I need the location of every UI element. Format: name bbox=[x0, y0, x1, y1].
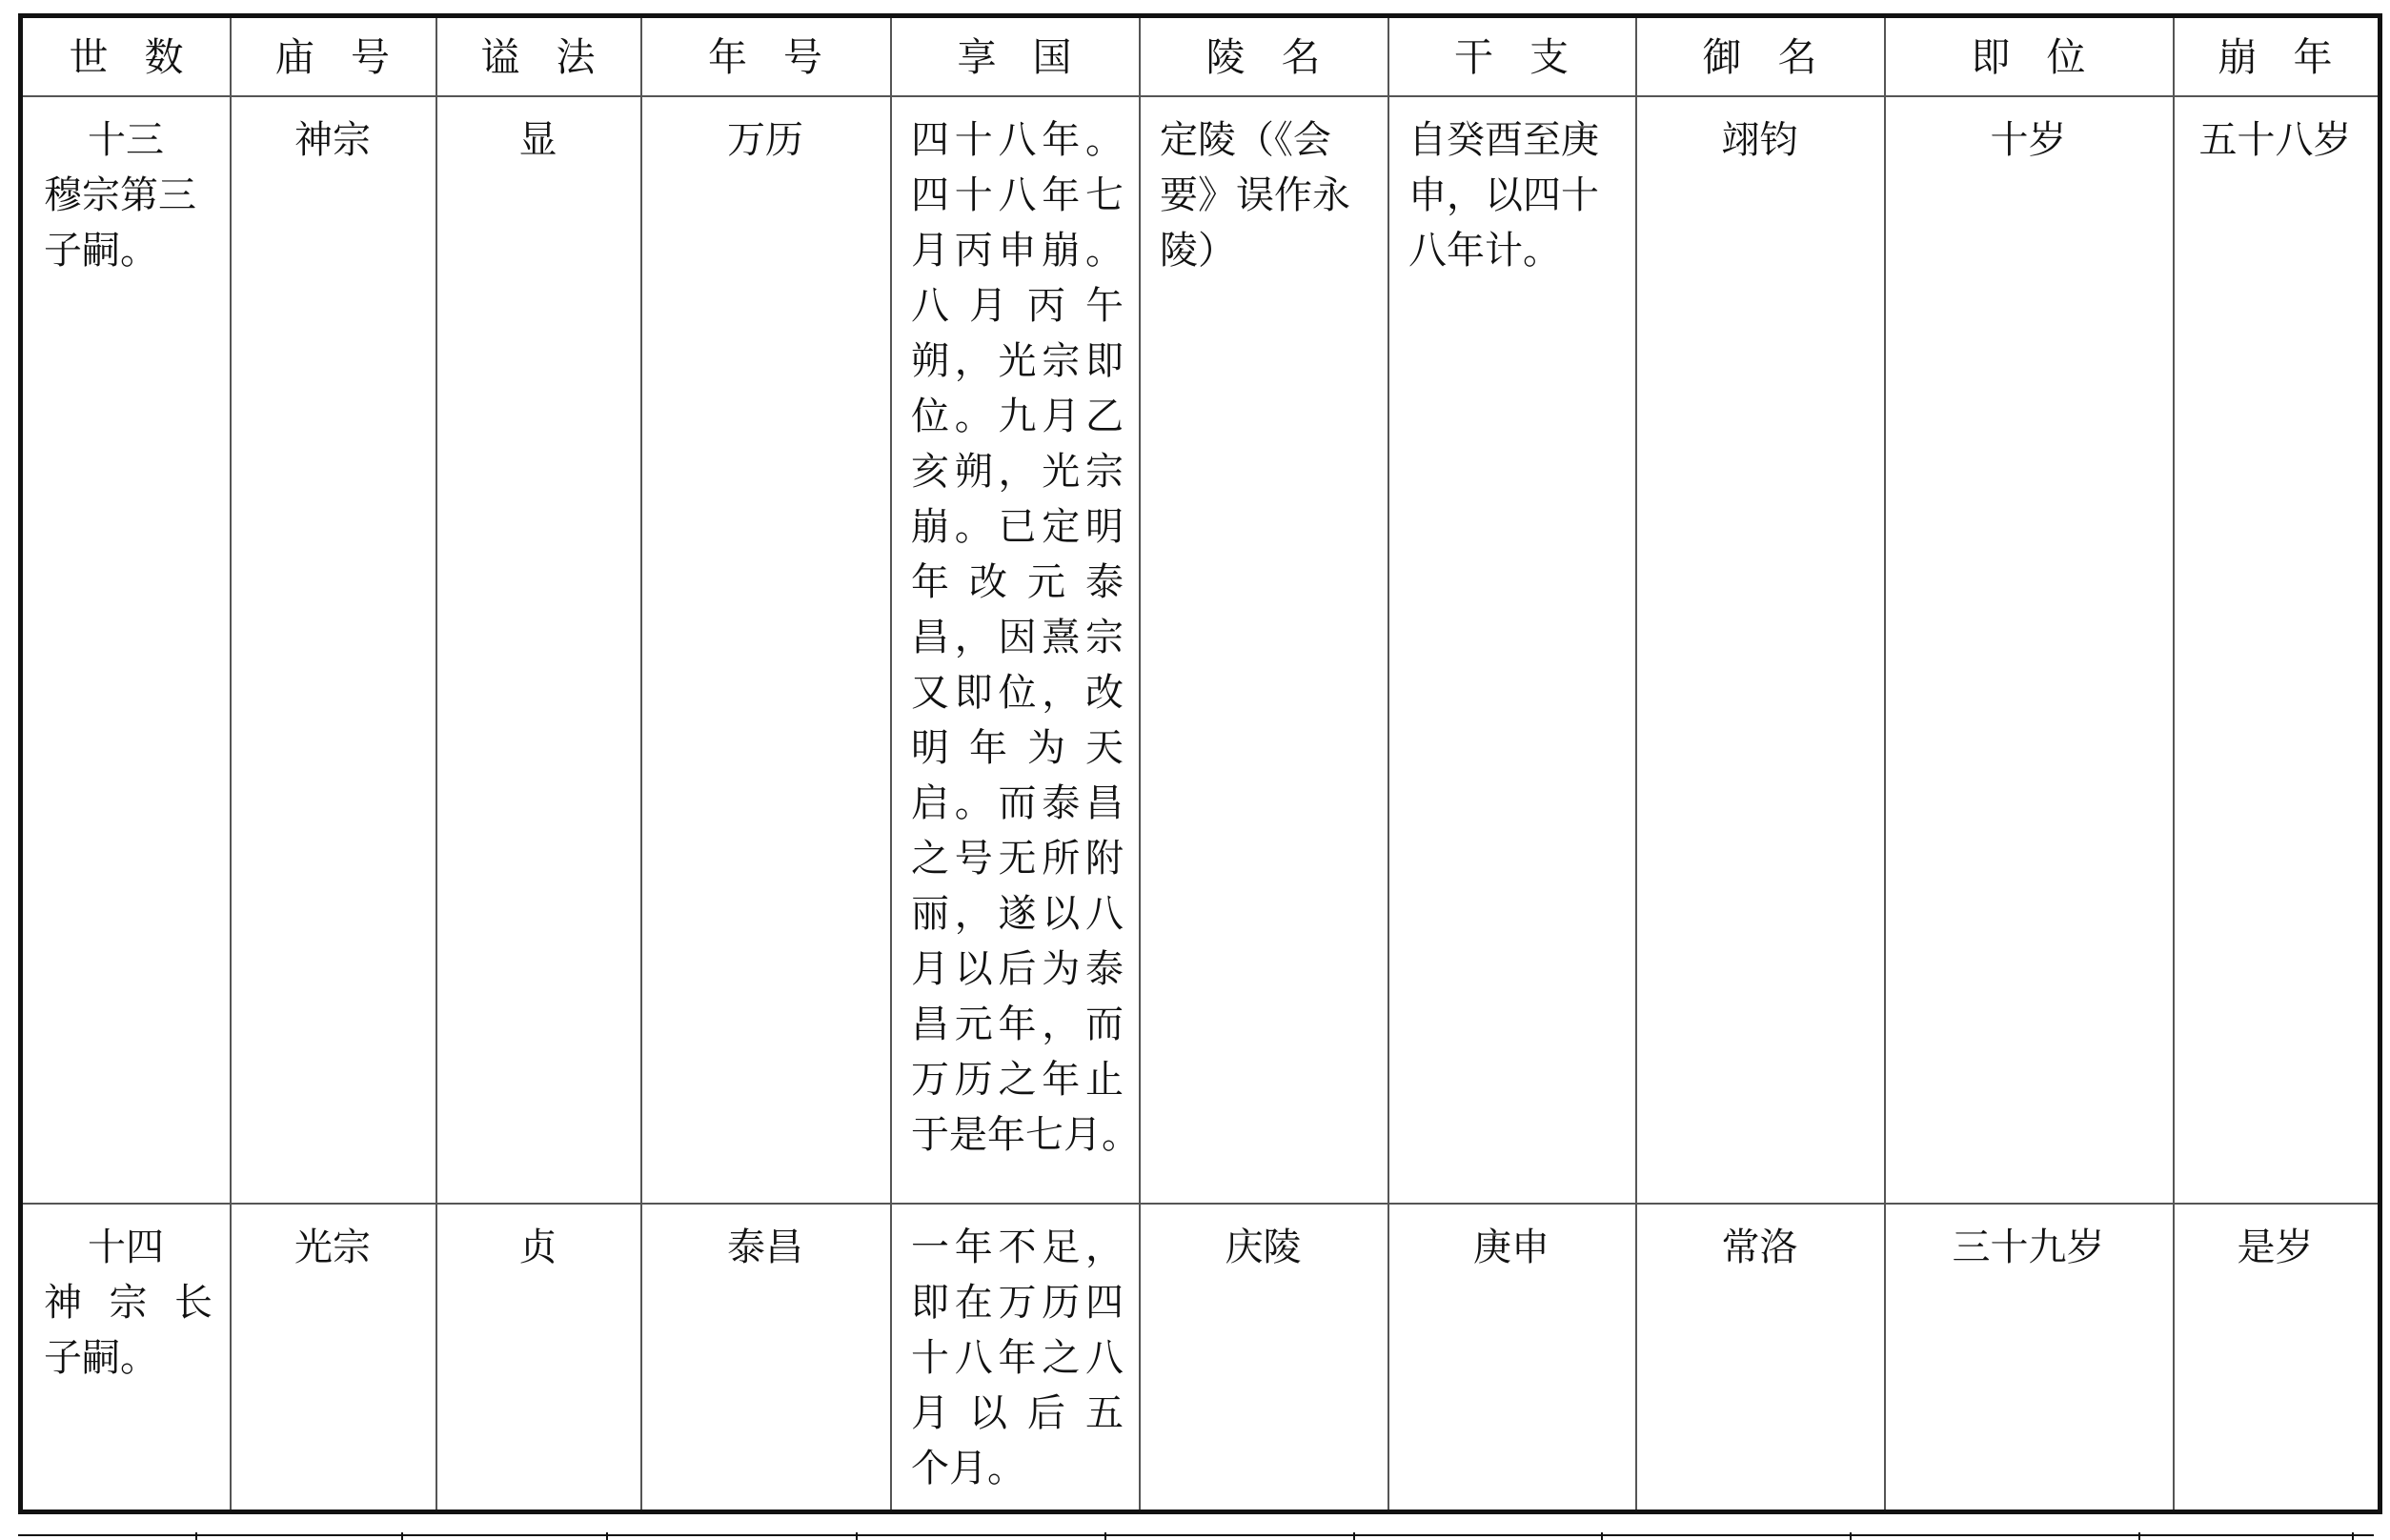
header-temple-name: 庙号 bbox=[275, 33, 426, 80]
table-row-2-era-name: 泰昌 bbox=[727, 1226, 803, 1269]
header-reign-length: 享国 bbox=[957, 33, 1108, 80]
reign-line: 即在万历四 bbox=[911, 1281, 1124, 1325]
reign-line: 崩。已定明 bbox=[911, 505, 1124, 549]
ganzhi-line: 庚申 bbox=[1473, 1226, 1549, 1269]
header-ganzhi: 干支 bbox=[1454, 33, 1605, 80]
header-posthumous-name: 谥法 bbox=[480, 33, 632, 80]
header-personal-name: 御名 bbox=[1702, 33, 1853, 80]
rule-tick bbox=[856, 1532, 858, 1540]
reign-line: 昌，因熹宗 bbox=[911, 616, 1124, 659]
header-generation: 世数 bbox=[69, 33, 220, 80]
table-row-1-reign bbox=[890, 95, 1139, 1203]
tomb-line: 定陵（《会 bbox=[1160, 118, 1331, 162]
table-row-2-death-age: 是岁 bbox=[2237, 1226, 2314, 1269]
table-row-1-personal-name: 翊钧 bbox=[1721, 118, 1798, 162]
header-tomb-name: 陵名 bbox=[1205, 33, 1357, 80]
reign-line: 月以后五 bbox=[911, 1391, 1124, 1435]
generation-line: 子嗣。 bbox=[44, 229, 158, 273]
rule-tick bbox=[195, 1532, 197, 1540]
table-row-1-posthumous-name: 显 bbox=[518, 118, 557, 162]
header-death-age: 崩年 bbox=[2218, 33, 2369, 80]
reign-line: 八月丙午 bbox=[911, 284, 1124, 328]
rule-tick bbox=[1104, 1532, 1106, 1540]
generation-line: 穆宗第三 bbox=[44, 173, 196, 217]
table-row-2-posthumous-name: 贞 bbox=[518, 1226, 557, 1269]
next-table-top-rule bbox=[0, 1532, 2390, 1540]
rule-tick bbox=[2352, 1532, 2354, 1540]
table-row-1-temple-name: 神宗 bbox=[294, 118, 371, 162]
reign-line: 亥朔，光宗 bbox=[911, 450, 1124, 494]
tomb-line: 要》误作永 bbox=[1160, 173, 1350, 217]
reign-line: 又即位，改 bbox=[911, 671, 1124, 715]
reign-line: 朔，光宗即 bbox=[911, 339, 1124, 383]
reign-line: 年改元泰 bbox=[911, 560, 1124, 604]
reign-line: 位。九月乙 bbox=[911, 395, 1124, 438]
table-row-2-accession-age: 三十九岁 bbox=[1952, 1226, 2105, 1269]
rule-tick bbox=[1353, 1532, 1355, 1540]
reign-line: 十八年之八 bbox=[911, 1336, 1124, 1380]
reign-line: 之号无所附 bbox=[911, 837, 1124, 881]
table-row-2-ganzhi bbox=[1387, 1203, 1635, 1510]
header-accession-age: 即位 bbox=[1971, 33, 2122, 80]
reign-line: 四十八年七 bbox=[911, 173, 1124, 217]
reign-line: 启。而泰昌 bbox=[911, 781, 1124, 825]
rule-tick bbox=[2138, 1532, 2140, 1540]
generation-line: 子嗣。 bbox=[44, 1336, 158, 1380]
reign-line: 丽，遂以八 bbox=[911, 892, 1124, 936]
ganzhi-line: 申，以四十 bbox=[1408, 173, 1599, 217]
reign-line: 昌元年，而 bbox=[911, 1003, 1124, 1046]
emperor-table bbox=[18, 13, 2382, 1514]
reign-line: 个月。 bbox=[911, 1447, 1025, 1490]
reign-line: 一年不足， bbox=[911, 1226, 1124, 1269]
ganzhi-line: 自癸酉至庚 bbox=[1408, 118, 1599, 162]
rule-tick bbox=[1601, 1532, 1603, 1540]
generation-line: 十三 bbox=[88, 118, 164, 162]
generation-line: 神宗长 bbox=[44, 1281, 213, 1325]
table-row-2-personal-name: 常洛 bbox=[1721, 1226, 1798, 1269]
table-row-2-generation bbox=[23, 1203, 230, 1510]
reign-line: 明年为天 bbox=[911, 726, 1124, 770]
table-row-1-ganzhi bbox=[1387, 95, 1635, 1203]
table-row-2-tomb-name bbox=[1139, 1203, 1387, 1510]
tomb-line: 庆陵 bbox=[1225, 1226, 1302, 1269]
table-row-1-generation bbox=[23, 95, 230, 1203]
table-row-2-reign bbox=[890, 1203, 1139, 1510]
header-era-name: 年号 bbox=[708, 33, 859, 80]
table-row-1-accession-age: 十岁 bbox=[1990, 118, 2067, 162]
rule-tick bbox=[606, 1532, 608, 1540]
table-row-1-era-name: 万历 bbox=[727, 118, 803, 162]
reign-line: 月以后为泰 bbox=[911, 947, 1124, 991]
tomb-line: 陵） bbox=[1160, 229, 1236, 273]
ganzhi-line: 八年计。 bbox=[1408, 229, 1561, 273]
reign-line: 万历之年止 bbox=[911, 1058, 1124, 1102]
reign-line: 月丙申崩。 bbox=[911, 229, 1124, 273]
reign-line: 于是年七月。 bbox=[911, 1113, 1140, 1157]
rule-tick bbox=[401, 1532, 403, 1540]
table-row-2-temple-name: 光宗 bbox=[294, 1226, 371, 1269]
table-row-1-tomb-name bbox=[1139, 95, 1387, 1203]
generation-line: 十四 bbox=[88, 1226, 164, 1269]
rule-tick bbox=[1850, 1532, 1852, 1540]
rule-line bbox=[18, 1534, 2374, 1536]
table-row-1-death-age: 五十八岁 bbox=[2198, 118, 2352, 162]
reign-line: 四十八年。 bbox=[911, 118, 1124, 162]
